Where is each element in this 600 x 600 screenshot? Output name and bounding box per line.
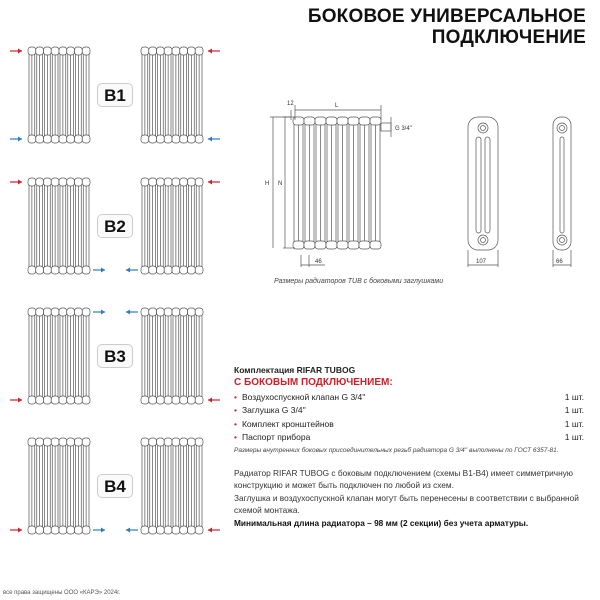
kit-item-name: Заглушка G 3/4'' <box>241 405 306 416</box>
scheme-label: B4 <box>97 474 133 498</box>
bullet-icon: • <box>234 432 237 443</box>
flow-arrow-icon <box>208 398 220 403</box>
radiator-icon <box>28 308 90 404</box>
kit-item <box>234 404 584 418</box>
radiator-icon <box>28 47 90 143</box>
dim-12: 12 <box>287 101 294 107</box>
kit-item-qty: 1 шт. <box>564 405 584 416</box>
description-p3: Минимальная длина радиатора – 98 мм (2 секции) без учета арматуры. <box>234 518 529 528</box>
scheme-label: B3 <box>97 344 133 368</box>
kit-item-qty: 1 шт. <box>564 418 584 429</box>
thread-label: G 3/4'' <box>395 126 412 132</box>
flow-arrow-icon <box>93 528 105 533</box>
kit-section <box>234 365 584 454</box>
radiator-dimension-drawing <box>255 95 585 275</box>
description-p2: Заглушка и воздухоспускной клапан могут быть перенесены в соответствии с выбранной схемой монтажа. <box>234 493 579 515</box>
description-p1: Радиатор RIFAR TUBOG с боковым подключением (схемы B1-B4) имеет симметричную конструкцию и может быть подключен по любой из схем. <box>234 468 574 490</box>
flow-arrow-icon <box>10 49 22 54</box>
description <box>234 467 584 530</box>
title-line-2: ПОДКЛЮЧЕНИЕ <box>431 27 586 48</box>
front-view-radiator <box>293 117 381 249</box>
drawing-caption: Размеры радиаторов TUB с боковыми заглушками <box>274 278 444 285</box>
kit-item-name: Паспорт прибора <box>241 432 311 443</box>
bullet-icon: • <box>234 405 237 416</box>
copyright: все права защищены ООО «КАРЭ» 2024г. <box>3 590 121 596</box>
dim-N: N <box>278 181 283 187</box>
radiator-icon <box>141 308 203 404</box>
flow-arrow-icon <box>93 310 105 315</box>
kit-item-name: Воздухоспускной клапан G 3/4'' <box>241 391 366 402</box>
radiator-icon <box>28 438 90 534</box>
page-title <box>308 6 586 48</box>
dim-46: 46 <box>315 259 322 265</box>
radiator-icon <box>141 438 203 534</box>
title-line-1: БОКОВОЕ УНИВЕРСАЛЬНОЕ <box>307 6 586 27</box>
flow-arrow-icon <box>126 528 138 533</box>
flow-arrow-icon <box>10 398 22 403</box>
flow-arrow-icon <box>93 268 105 273</box>
kit-title: Комплектация RIFAR TUBOG <box>234 365 356 375</box>
flow-arrow-icon <box>126 268 138 273</box>
flow-arrow-icon <box>208 137 220 142</box>
dim-L: L <box>335 103 339 109</box>
radiator-icon <box>28 178 90 274</box>
dim-H: H <box>265 181 270 187</box>
scheme-label: B1 <box>97 83 133 107</box>
radiator-icon <box>141 178 203 274</box>
kit-item-qty: 1 шт. <box>564 432 584 443</box>
kit-item-name: Комплект кронштейнов <box>241 418 334 429</box>
kit-item-qty: 1 шт. <box>564 391 584 402</box>
flow-arrow-icon <box>208 180 220 185</box>
kit-item <box>234 431 584 445</box>
dim-66: 66 <box>556 259 563 265</box>
radiator-icon <box>293 117 381 249</box>
flow-arrow-icon <box>208 528 220 533</box>
kit-item <box>234 417 584 431</box>
dim-107: 107 <box>476 259 487 265</box>
flow-arrow-icon <box>208 49 220 54</box>
side-view-3-column <box>468 117 498 250</box>
flow-arrow-icon <box>10 528 22 533</box>
bullet-icon: • <box>234 391 237 402</box>
flow-arrow-icon <box>10 137 22 142</box>
kit-item <box>234 390 584 404</box>
kit-note: Размеры внутренних боковых присоединительных резьб радиатора G 3/4'' выполнены по ГОСТ 6357-81. <box>234 447 559 454</box>
flow-arrow-icon <box>10 180 22 185</box>
radiator-icon <box>141 47 203 143</box>
flow-arrow-icon <box>126 310 138 315</box>
kit-subtitle: С БОКОВЫМ ПОДКЛЮЧЕНИЕМ: <box>234 377 393 388</box>
bullet-icon: • <box>234 418 237 429</box>
scheme-label: B2 <box>97 214 133 238</box>
